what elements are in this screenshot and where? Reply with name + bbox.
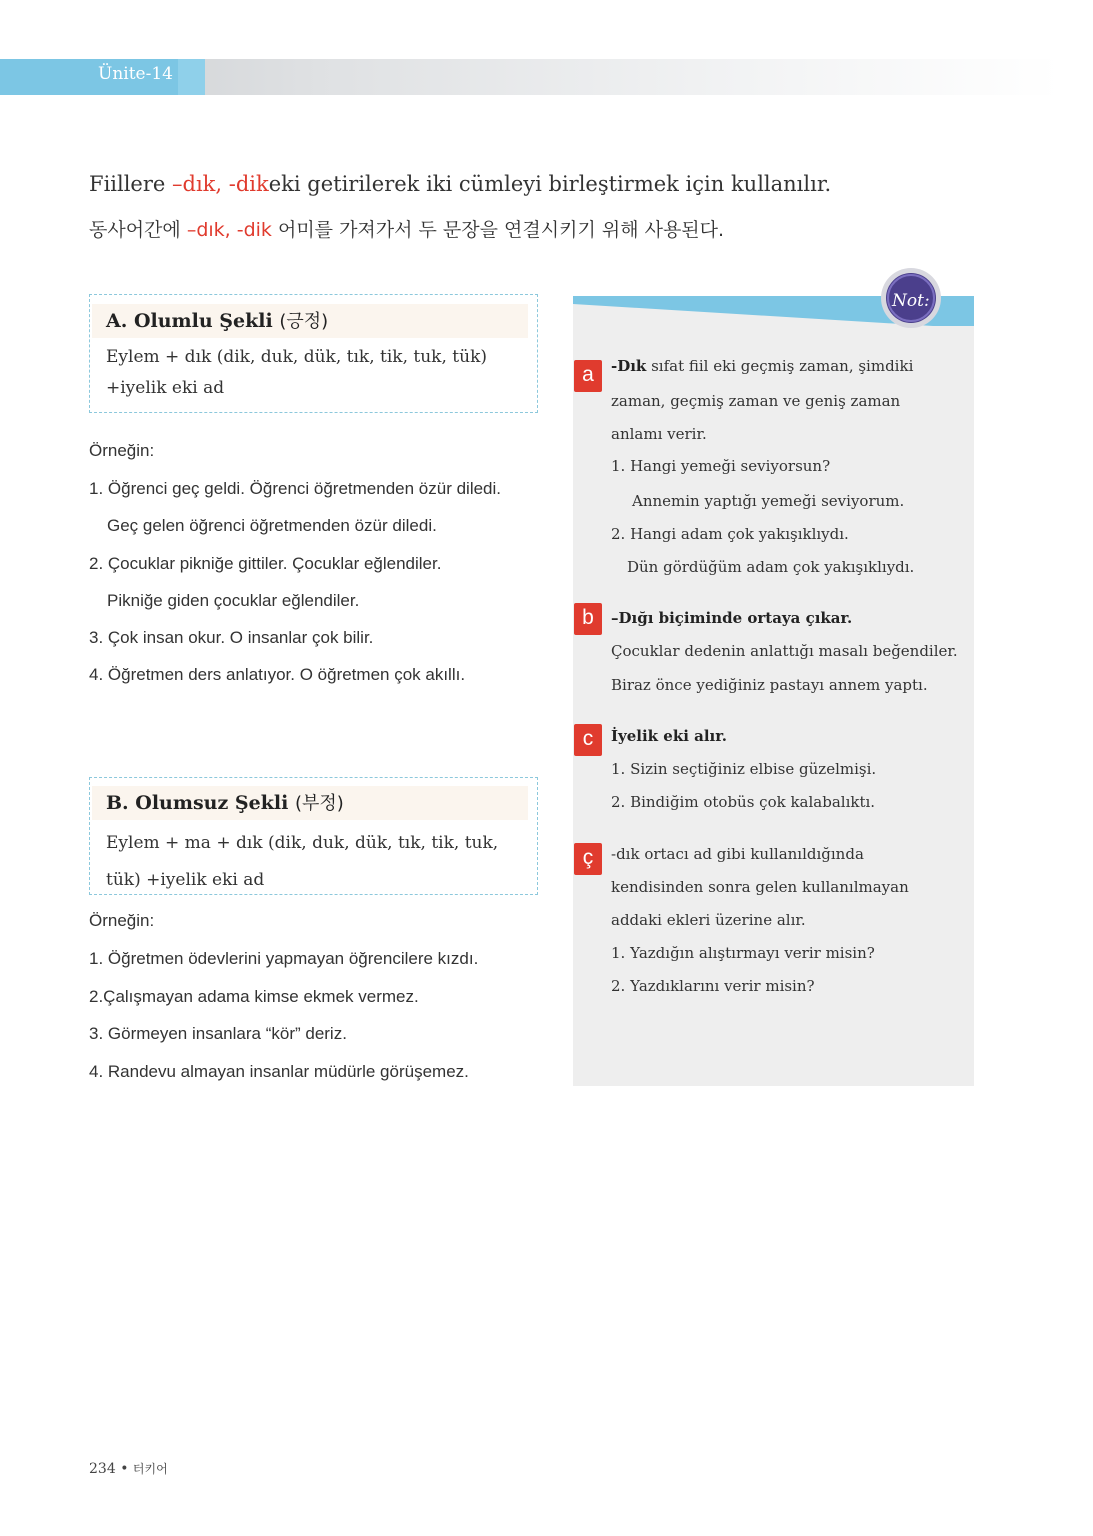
note-cc-line: addaki ekleri üzerine alır. — [611, 911, 806, 929]
note-c-badge: c — [574, 724, 602, 756]
note-c-line: 2. Bindiğim otobüs çok kalabalıktı. — [611, 793, 876, 811]
note-c-title: İyelik eki alır. — [611, 727, 728, 745]
intro-korean: 동사어간에 –dık, -dik 어미를 가져가서 두 문장을 연결시키기 위해 사용된다. — [89, 219, 725, 241]
note-b-line: Çocuklar dedenin anlattığı masalı beğendiler. — [611, 642, 958, 660]
note-a-line: Dün gördüğüm adam çok yakışıklıydı. — [627, 558, 915, 576]
note-b-title: –Dığı biçiminde ortaya çıkar. — [611, 609, 853, 627]
section-b-example: 3. Görmeyen insanlara “kör” deriz. — [89, 1024, 347, 1043]
book-title: 터키어 — [132, 1462, 168, 1476]
section-b-title: B. Olumsuz Şekli (부정) — [92, 786, 528, 820]
note-a-line: anlamı verir. — [611, 425, 707, 443]
section-a-example-label: Örneğin: — [89, 441, 155, 460]
note-b-badge: b — [574, 603, 602, 635]
footer-separator: • — [120, 1461, 129, 1477]
note-cc-line: -dık ortacı ad gibi kullanıldığında — [611, 845, 864, 863]
note-label: Not: — [892, 291, 930, 311]
note-a-line: 1. Hangi yemeği seviyorsun? — [611, 457, 831, 475]
section-a-example: 2. Çocuklar pikniğe gittiler. Çocuklar eğlendiler. — [89, 554, 442, 573]
note-cc-line: 2. Yazdıklarını verir misin? — [611, 977, 815, 995]
note-a-line: -Dık sıfat fiil eki geçmiş zaman, şimdiki — [611, 357, 914, 375]
intro-turkish: Fiillere –dık, -dikeki getirilerek iki cümleyi birleştirmek için kullanılır. — [89, 172, 832, 196]
note-a-badge: a — [574, 360, 602, 392]
note-a-line: zaman, geçmiş zaman ve geniş zaman — [611, 392, 901, 410]
section-a-formula: Eylem + dık (dik, duk, dük, tık, tik, tuk, tük) +iyelik eki ad — [106, 347, 488, 398]
section-a-example: Pikniğe giden çocuklar eğlendiler. — [107, 591, 360, 610]
section-a-example: 3. Çok insan okur. O insanlar çok bilir. — [89, 628, 374, 647]
section-a-example: 4. Öğretmen ders anlatıyor. O öğretmen çok akıllı. — [89, 665, 466, 684]
section-b-formula: Eylem + ma + dık (dik, duk, dük, tık, tik, tuk, tük) +iyelik eki ad — [106, 833, 499, 890]
note-cc-line: 1. Yazdığın alıştırmayı verir misin? — [611, 944, 875, 962]
note-a-line: Annemin yaptığı yemeği seviyorum. — [632, 492, 905, 510]
note-cc-line: kendisinden sonra gelen kullanılmayan — [611, 878, 909, 896]
section-a-example: 1. Öğrenci geç geldi. Öğrenci öğretmenden özür diledi. — [89, 479, 502, 498]
note-c-line: 1. Sizin seçtiğiniz elbise güzelmişi. — [611, 760, 877, 778]
note-cc-badge: ç — [574, 843, 602, 875]
page-number: 234 — [89, 1461, 116, 1477]
section-b-example-label: Örneğin: — [89, 911, 155, 930]
page-footer — [89, 1460, 168, 1477]
note-b-line: Biraz önce yediğiniz pastayı annem yaptı. — [611, 676, 928, 694]
unit-label: Ünite-14 — [98, 64, 173, 84]
note-a-line: 2. Hangi adam çok yakışıklıydı. — [611, 525, 849, 543]
section-b-example: 1. Öğretmen ödevlerini yapmayan öğrencilere kızdı. — [89, 949, 479, 968]
section-b-example: 4. Randevu almayan insanlar müdürle görüşemez. — [89, 1062, 469, 1081]
section-a-title: A. Olumlu Şekli (긍정) — [92, 304, 528, 338]
section-b-example: 2.Çalışmayan adama kimse ekmek vermez. — [89, 987, 419, 1006]
section-a-example: Geç gelen öğrenci öğretmenden özür diledi. — [107, 516, 437, 535]
